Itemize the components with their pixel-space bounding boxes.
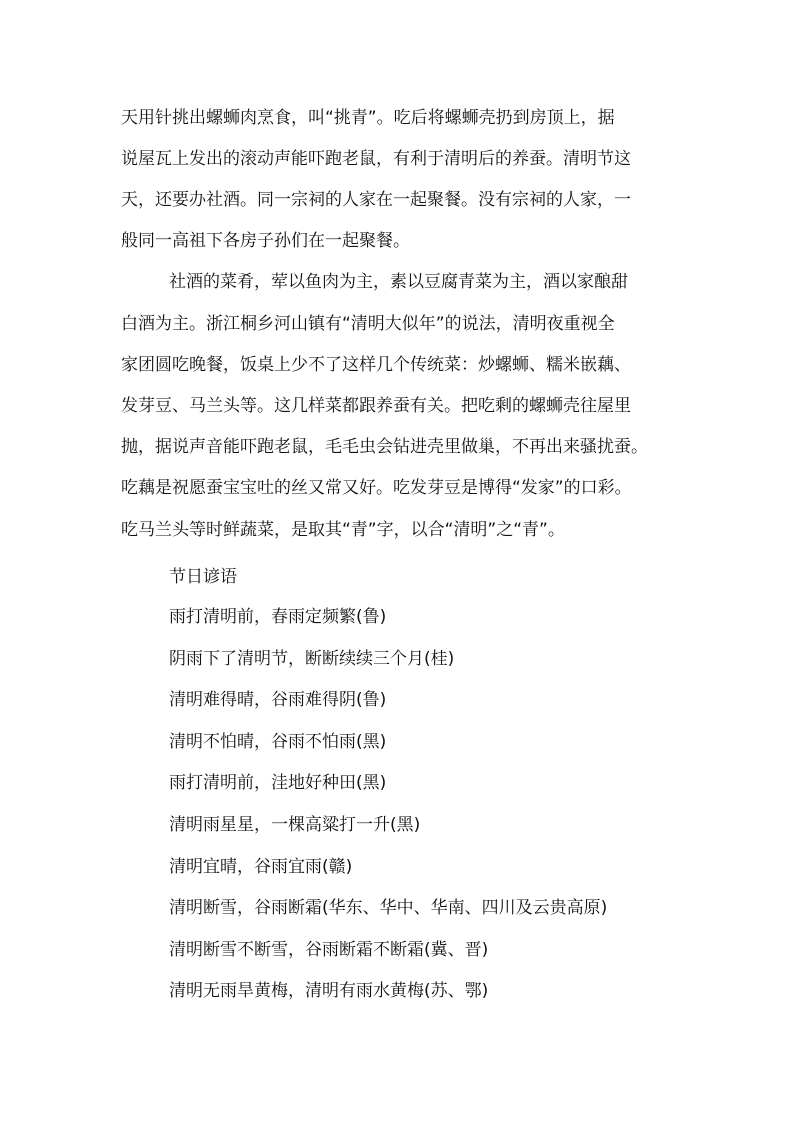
proverb-item: 清明宜晴，谷雨宜雨(赣) [169,857,353,877]
paragraph-2-line-1: 社酒的菜肴，荤以鱼肉为主，素以豆腐青菜为主，酒以家酿甜 [169,272,628,292]
proverb-item: 雨打清明前，春雨定频繁(鲁) [169,607,387,627]
proverb-item: 清明无雨旱黄梅，清明有雨水黄梅(苏、鄂) [169,981,489,1001]
paragraph-1-line-4: 般同一高祖下各房子孙们在一起聚餐。 [121,231,410,251]
paragraph-1-line-1: 天用针挑出螺蛳肉烹食，叫“挑青”。吃后将螺蛳壳扔到房顶上，据 [121,108,615,128]
paragraph-2-line-6: 吃藕是祝愿蚕宝宝吐的丝又常又好。吃发芽豆是博得“发家”的口彩。 [121,478,632,498]
proverb-item: 清明断雪不断雪，谷雨断霜不断霜(冀、晋) [169,940,489,960]
paragraph-2-line-5: 抛，据说声音能吓跑老鼠，毛毛虫会钻进壳里做巢，不再出来骚扰蚕。 [121,437,648,457]
paragraph-1-line-3: 天，还要办社酒。同一宗祠的人家在一起聚餐。没有宗祠的人家，一 [121,190,631,210]
paragraph-2-line-7: 吃马兰头等时鲜蔬菜，是取其“青”字，以合“清明”之“青”。 [121,520,565,540]
proverb-item: 清明断雪，谷雨断霜(华东、华中、华南、四川及云贵高原) [169,898,608,918]
paragraph-2-line-3: 家团圆吃晚餐，饭桌上少不了这样几个传统菜：炒螺蛳、糯米嵌藕、 [121,355,631,375]
paragraph-2-line-4: 发芽豆、马兰头等。这几样菜都跟养蚕有关。把吃剩的螺蛳壳往屋里 [121,396,631,416]
proverb-item: 清明雨星星，一棵高粱打一升(黑) [169,815,421,835]
proverb-item: 雨打清明前，洼地好种田(黑) [169,773,387,793]
proverb-item: 清明难得晴，谷雨难得阴(鲁) [169,690,387,710]
proverb-item: 清明不怕晴，谷雨不怕雨(黑) [169,732,387,752]
paragraph-1-line-2: 说屋瓦上发出的滚动声能吓跑老鼠，有利于清明后的养蚕。清明节这 [121,149,631,169]
proverbs-heading: 节日谚语 [169,567,237,587]
proverb-item: 阴雨下了清明节，断断续续三个月(桂) [169,649,455,669]
paragraph-2-line-2: 白酒为主。浙江桐乡河山镇有“清明大似年”的说法，清明夜重视全 [121,314,615,334]
